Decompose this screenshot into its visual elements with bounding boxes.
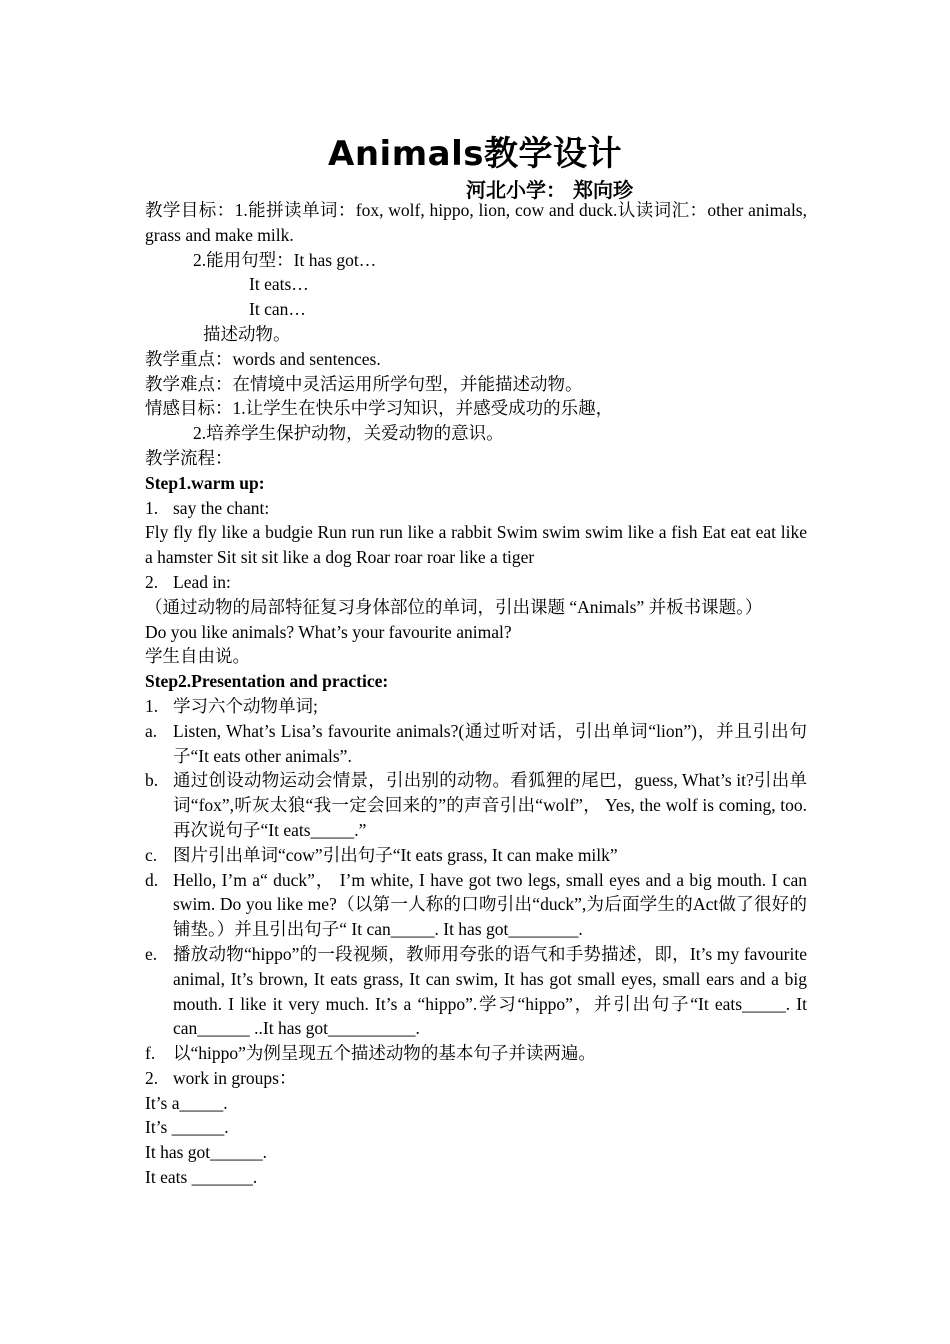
step2-heading: Step2.Presentation and practice:	[145, 671, 389, 692]
sub-item-text: 图片引出单词“cow”引出句子“It eats grass, It can make milk”	[173, 844, 618, 865]
process-heading: 教学流程：	[145, 447, 233, 468]
chant-text: Fly fly fly like a budgie Run run run like a rabbit Swim swim swim like a fish Eat eat eat like a hamster Sit sit sit like a dog Roar roar roar like a tiger	[145, 522, 807, 568]
sub-item-d	[145, 868, 807, 942]
sub-item-f	[145, 1041, 807, 1066]
sub-item-text: 通过创设动物运动会情景，引出别的动物。看狐狸的尾巴，guess, What’s it?引出单词“fox”,听灰太狼“我一定会回来的”的声音引出“wolf”， Yes, the wolf is coming, too.再次说句子“It eats_____.”	[173, 770, 807, 840]
question-line: Do you like animals? What’s your favourite animal?	[145, 621, 512, 642]
key-points: 教学重点：words and sentences.	[145, 348, 381, 369]
list-item-text: say the chant:	[173, 497, 270, 518]
sub-item-text: 以“hippo”为例呈现五个描述动物的基本句子并读两遍。	[173, 1043, 596, 1064]
list-marker: 1.	[145, 497, 159, 518]
sub-item-e	[145, 942, 807, 1041]
sub-item-marker: d.	[145, 869, 159, 890]
group-line: It eats _______.	[145, 1167, 258, 1188]
list-marker: 2.	[145, 1067, 159, 1088]
sub-item-a	[145, 719, 807, 769]
objective-line-4: It can…	[249, 299, 306, 320]
list-item	[145, 496, 807, 521]
sub-item-marker: b.	[145, 770, 159, 791]
list-item	[145, 570, 807, 595]
list-item-text: Lead in:	[173, 571, 231, 592]
group-line: It’s ______.	[145, 1117, 229, 1138]
list-marker: 1.	[145, 695, 159, 716]
free-talk-line: 学生自由说。	[145, 646, 250, 667]
sub-item-text: Listen, What’s Lisa’s favourite animals?(通过听对话，引出单词“lion”)，并且引出句子“It eats other animals”.	[173, 720, 807, 766]
sub-item-text: 播放动物“hippo”的一段视频，教师用夸张的语气和手势描述，即，It’s my favourite animal, It’s brown, It eats grass, It can swim, It has got small eyes, small ears and a big mouth. I like it very much. It’s a “hippo”.学习“hippo”，并引出句子“It eats_____. It can______ ..It has got__________.	[173, 943, 807, 1039]
document-body	[145, 198, 807, 1190]
group-line: It has got______.	[145, 1142, 268, 1163]
sub-item-c	[145, 843, 807, 868]
sub-item-marker: f.	[145, 1043, 156, 1064]
author-line: 河北小学： 郑向珍	[466, 178, 633, 202]
emotion-line-1: 情感目标：1.让学生在快乐中学习知识，并感受成功的乐趣，	[145, 398, 614, 419]
sub-item-b	[145, 768, 807, 842]
sub-item-marker: a.	[145, 720, 158, 741]
list-item	[145, 694, 807, 719]
objective-line-1: 教学目标：1.能拼读单词：fox, wolf, hippo, lion, cow and duck.认读词汇：other animals, grass and make milk.	[145, 200, 807, 245]
list-item-text: work in groups：	[173, 1067, 297, 1088]
document-title: Animals教学设计	[328, 134, 622, 174]
group-line: It’s a_____.	[145, 1092, 228, 1113]
lead-in-note: （通过动物的局部特征复习身体部位的单词，引出课题 “Animals” 并板书课题。）	[145, 596, 763, 617]
sub-item-text: Hello, I’m a“ duck”， I’m white, I have got two legs, small eyes and a big mouth. I can swim. Do you like me?（以第一人称的口吻引出“duck”,为后面学生的Act做了很好的铺垫。）并且引出句子“ It can_____. It has got________.	[173, 869, 807, 940]
list-marker: 2.	[145, 571, 159, 592]
emotion-line-2: 2.培养学生保护动物，关爱动物的意识。	[193, 423, 504, 444]
step1-heading: Step1.warm up:	[145, 472, 265, 493]
sub-item-marker: c.	[145, 844, 158, 865]
objective-line-2: 2.能用句型：It has got…	[193, 249, 377, 270]
difficulties: 教学难点：在情境中灵活运用所学句型，并能描述动物。	[145, 373, 583, 394]
sub-item-marker: e.	[145, 943, 158, 964]
objective-line-5: 描述动物。	[203, 323, 291, 344]
list-item-text: 学习六个动物单词;	[173, 695, 318, 716]
objective-line-3: It eats…	[249, 274, 309, 295]
list-item	[145, 1066, 807, 1091]
